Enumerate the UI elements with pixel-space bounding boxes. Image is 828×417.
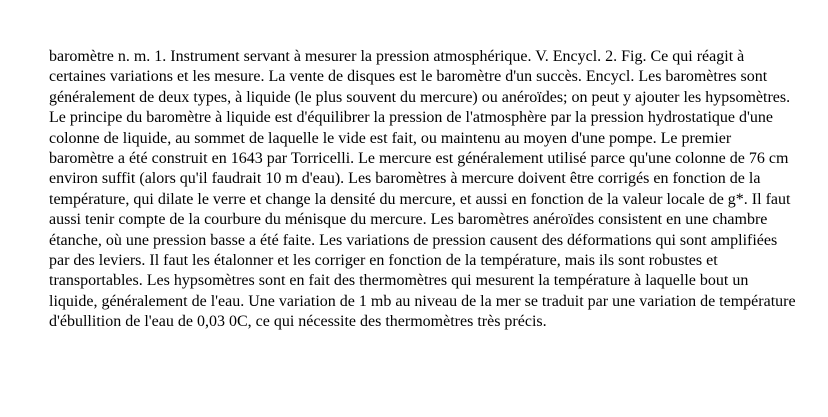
text-line: aussi tenir compte de la courbure du ménisque du mercure. Les baromètres anéroïdes consistent en une chambre: [49, 211, 768, 229]
text-line: baromètre a été construit en 1643 par Torricelli. Le mercure est généralement utilisé parce qu'une colonne de 76 cm: [49, 150, 789, 168]
text-line: généralement de deux types, à liquide (le plus souvent du mercure) ou anéroïdes; on peut y ajouter les hypsomètres.: [49, 88, 791, 106]
text-line: colonne de liquide, au sommet de laquelle le vide est fait, ou maintenu au moyen d'une pompe. Le premier: [49, 129, 732, 147]
text-line: environ suffit (alors qu'il faudrait 10 m d'eau). Les baromètres à mercure doivent être corrigés en fonction de la: [49, 170, 761, 188]
text-line: certaines variations et les mesure. La vente de disques est le baromètre d'un succès. Encycl. Les baromètres sont: [49, 68, 768, 86]
text-line: baromètre n. m. 1. Instrument servant à mesurer la pression atmosphérique. V. Encycl. 2. Fig. Ce qui réagit à: [49, 48, 745, 65]
text-line: température, qui dilate le verre et change la densité du mercure, et aussi en fonction de la valeur locale de g*. Il faut: [49, 190, 791, 208]
text-line: liquide, généralement de l'eau. Une variation de 1 mb au niveau de la mer se traduit par une variation de température: [49, 292, 796, 310]
text-line: étanche, où une pression basse a été faite. Les variations de pression causent des déformations qui sont amplifiées: [49, 231, 778, 249]
text-line: transportables. Les hypsomètres sont en fait des thermomètres qui mesurent la température à laquelle bout un: [49, 272, 749, 290]
text-line: par des leviers. Il faut les étalonner et les corriger en fonction de la température, mais ils sont robustes et: [49, 252, 718, 270]
text-line: Le principe du baromètre à liquide est d'équilibrer la pression de l'atmosphère par la pression hydrostatique d'une: [49, 109, 773, 127]
dictionary-entry-text: [49, 47, 796, 333]
text-line: d'ébullition de l'eau de 0,03 0C, ce qui nécessite des thermomètres très précis.: [49, 313, 547, 331]
